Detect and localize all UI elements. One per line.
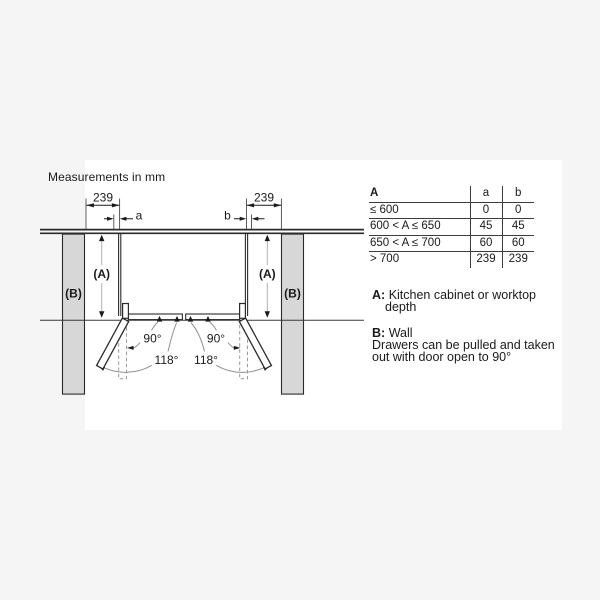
angle-90-left: 90° <box>143 331 162 346</box>
dim-a-label: a <box>135 208 143 223</box>
table-header-row <box>369 186 534 202</box>
left-wall <box>63 234 85 394</box>
legend-b-note: Drawers can be pulled and taken out with door open to 90° <box>372 338 555 364</box>
legend-a <box>372 289 557 313</box>
table-row: 600 < A ≤ 650 45 45 <box>369 219 534 236</box>
right-hinge <box>240 304 246 319</box>
table-row: > 700 239 239 <box>369 252 534 268</box>
col-header-a: a <box>470 186 502 202</box>
angle-90-right: 90° <box>206 331 226 346</box>
legend-b-text: Wall <box>388 326 413 340</box>
table-row: 650 < A ≤ 700 60 60 <box>369 235 534 252</box>
col-header-b: b <box>502 186 534 202</box>
legend-b <box>372 327 557 363</box>
dim-239-left-label: 239 <box>92 190 114 205</box>
label-wall-right: (B) <box>284 286 301 301</box>
front-band-right <box>186 314 240 320</box>
legend <box>372 289 557 363</box>
right-wall <box>282 234 304 394</box>
label-wall-left: (B) <box>65 286 82 301</box>
page-title: Measurements in mm <box>48 170 166 184</box>
front-band-left <box>129 314 183 320</box>
col-header-A: A <box>369 186 470 202</box>
legend-a-key: A: <box>372 288 386 302</box>
label-cabinet-right: (A) <box>258 267 276 282</box>
dim-239-right-label: 239 <box>253 190 275 205</box>
table-row: ≤ 600 0 0 <box>369 202 534 219</box>
alcove-interior <box>85 234 282 320</box>
angle-118-right: 118° <box>194 353 218 368</box>
label-cabinet-left: (A) <box>93 267 111 282</box>
left-hinge <box>123 304 129 319</box>
legend-b-key: B: <box>372 326 386 340</box>
legend-a-text: Kitchen cabinet or worktop depth <box>385 288 536 314</box>
angle-118-left: 118° <box>154 353 179 368</box>
dim-b-label: b <box>224 208 231 223</box>
clearance-table <box>369 186 534 268</box>
